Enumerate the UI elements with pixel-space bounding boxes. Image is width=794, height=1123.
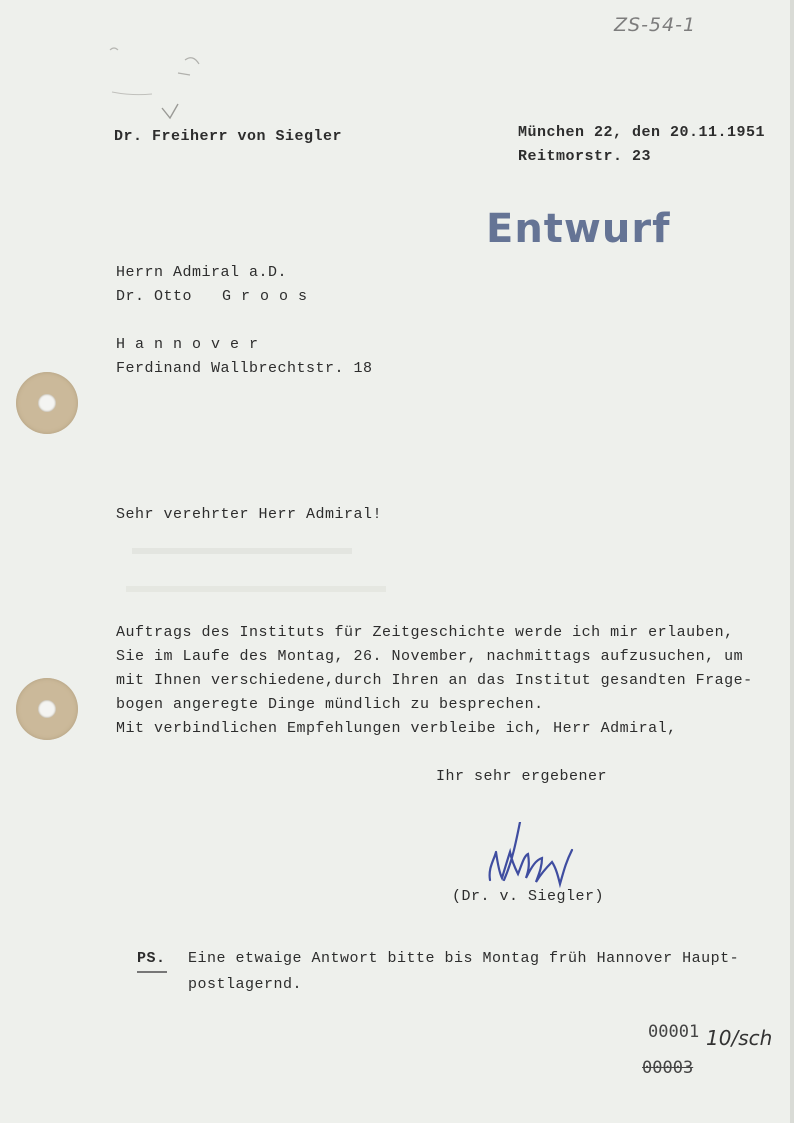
bleed-through-mark [132,548,352,554]
ps-underline [137,971,167,973]
punch-hole-bottom [16,678,78,740]
closing: Ihr sehr ergebener [436,768,608,785]
sender-name: Dr. Freiherr von Siegler [114,128,343,145]
punch-hole-top [16,372,78,434]
body-line: Sie im Laufe des Montag, 26. November, nachmittags aufzusuchen, um [116,648,744,665]
page-number-handwritten: 10/sch [706,1026,773,1050]
recipient-title: Herrn Admiral a.D. [116,264,288,281]
salutation: Sehr verehrter Herr Admiral! [116,506,383,523]
ps-line: postlagernd. [188,976,303,993]
body-line: mit Ihnen verschiedene,durch Ihren an das Institut gesandten Frage- [116,672,753,689]
draft-stamp: Entwurf [486,206,671,252]
recipient-surname: G r o o s [222,288,308,305]
body-line: Auftrags des Instituts für Zeitgeschichte werde ich mir erlauben, [116,624,734,641]
handwritten-signature [438,822,598,892]
body-line: bogen angeregte Dinge mündlich zu besprechen. [116,696,544,713]
bleed-through-mark [126,586,386,592]
ps-label: PS. [137,950,166,967]
recipient-city: H a n n o v e r [116,336,259,353]
page-number-current: 00001 [648,1022,700,1042]
paper-edge [790,0,794,1123]
pencil-marks-graphic [100,20,220,130]
ps-line: Eine etwaige Antwort bitte bis Montag früh Hannover Haupt- [188,950,740,967]
sender-street: Reitmorstr. 23 [518,148,652,165]
place-date: München 22, den 20.11.1951 [518,124,766,141]
body-line: Mit verbindlichen Empfehlungen verbleibe ich, Herr Admiral, [116,720,677,737]
page-number-old: 00003 [642,1058,694,1078]
signature-printed-name: (Dr. v. Siegler) [452,888,605,905]
recipient-prefix: Dr. Otto [116,288,193,305]
recipient-street: Ferdinand Wallbrechtstr. 18 [116,360,373,377]
archive-reference: ZS-54-1 [614,14,697,36]
